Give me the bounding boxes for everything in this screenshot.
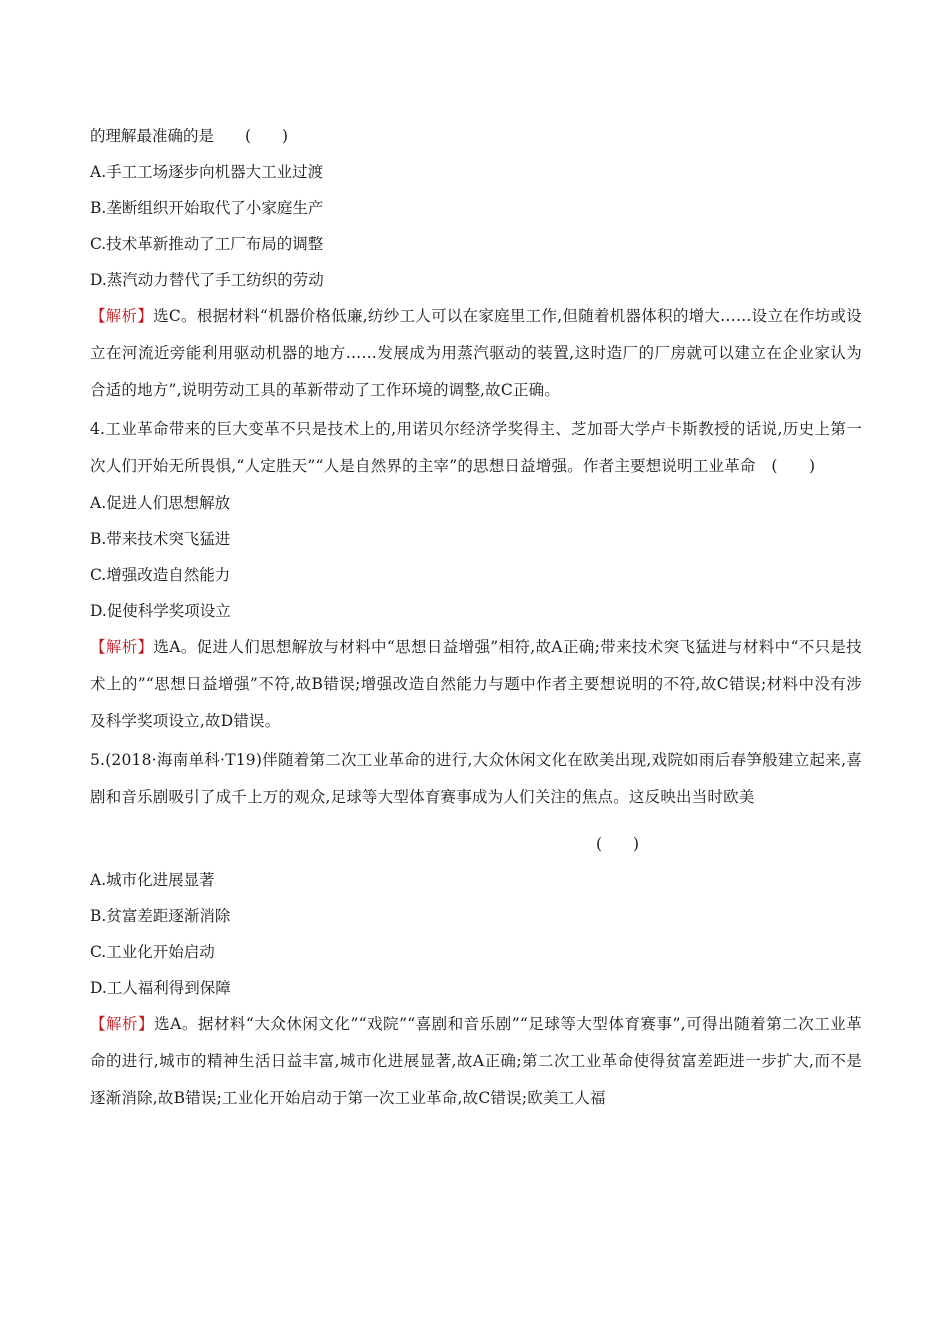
- analysis-tag: 【解析】: [90, 1015, 155, 1033]
- analysis-tag: 【解析】: [90, 307, 154, 325]
- q3-analysis: [90, 298, 862, 409]
- q4-option-d: D.促使科学奖项设立: [90, 602, 231, 620]
- q4-option-c: C.增强改造自然能力: [90, 566, 231, 584]
- q3-option-c: C.技术革新推动了工厂布局的调整: [90, 235, 324, 253]
- q5-option-a: A.城市化进展显著: [90, 871, 215, 889]
- q4-stem: 4.工业革命带来的巨大变革不只是技术上的,用诺贝尔经济学奖得主、芝加哥大学卢卡斯教授的话说,历史上第一次人们开始无所畏惧,“人定胜天”“人是自然界的主宰”的思想日益增强。作者主要想说明工业革命 ( ): [90, 420, 862, 475]
- q5-answer-paren: ( ): [596, 835, 640, 853]
- q3-analysis-text: 选C。根据材料“机器价格低廉,纺纱工人可以在家庭里工作,但随着机器体积的增大……设立在作坊或设立在河流近旁能利用驱动机器的地方……发展成为用蒸汽驱动的装置,这时造厂的厂房就可以建立在企业家认为合适的地方”,说明劳动工具的革新带动了工作环境的调整,故C正确。: [90, 307, 862, 399]
- q5-analysis-text: 选A。据材料“大众休闲文化”“戏院”“喜剧和音乐剧”“足球等大型体育赛事”,可得出随着第二次工业革命的进行,城市的精神生活日益丰富,城市化进展显著,故A正确;第二次工业革命使得贫富差距进一步扩大,而不是逐渐消除,故B错误;工业化开始启动于第一次工业革命,故C错误;欧美工人福: [90, 1015, 862, 1107]
- q3-option-d: D.蒸汽动力替代了手工纺织的劳动: [90, 271, 324, 289]
- q5-option-d: D.工人福利得到保障: [90, 979, 231, 997]
- q5-analysis: [90, 1006, 862, 1117]
- q4-analysis: [90, 629, 862, 740]
- q3-option-a: A.手工工场逐步向机器大工业过渡: [90, 163, 324, 181]
- q4-analysis-text: 选A。促进人们思想解放与材料中“思想日益增强”相符,故A正确;带来技术突飞猛进与材料中“不只是技术上的”“思想日益增强”不符,故B错误;增强改造自然能力与题中作者主要想说明的不符,故C错误;材料中没有涉及科学奖项设立,故D错误。: [90, 638, 862, 730]
- q4-option-b: B.带来技术突飞猛进: [90, 530, 231, 548]
- q3-option-b: B.垄断组织开始取代了小家庭生产: [90, 199, 324, 217]
- q5-option-b: B.贫富差距逐渐消除: [90, 907, 231, 925]
- q4-option-a: A.促进人们思想解放: [90, 494, 231, 512]
- q3-stem-tail: 的理解最准确的是 ( ): [90, 127, 289, 145]
- analysis-tag: 【解析】: [90, 638, 154, 656]
- document-page: [90, 118, 862, 1117]
- q5-stem: 5.(2018·海南单科·T19)伴随着第二次工业革命的进行,大众休闲文化在欧美出现,戏院如雨后春笋般建立起来,喜剧和音乐剧吸引了成千上万的观众,足球等大型体育赛事成为人们关注的焦点。这反映出当时欧美: [90, 751, 862, 806]
- q5-option-c: C.工业化开始启动: [90, 943, 215, 961]
